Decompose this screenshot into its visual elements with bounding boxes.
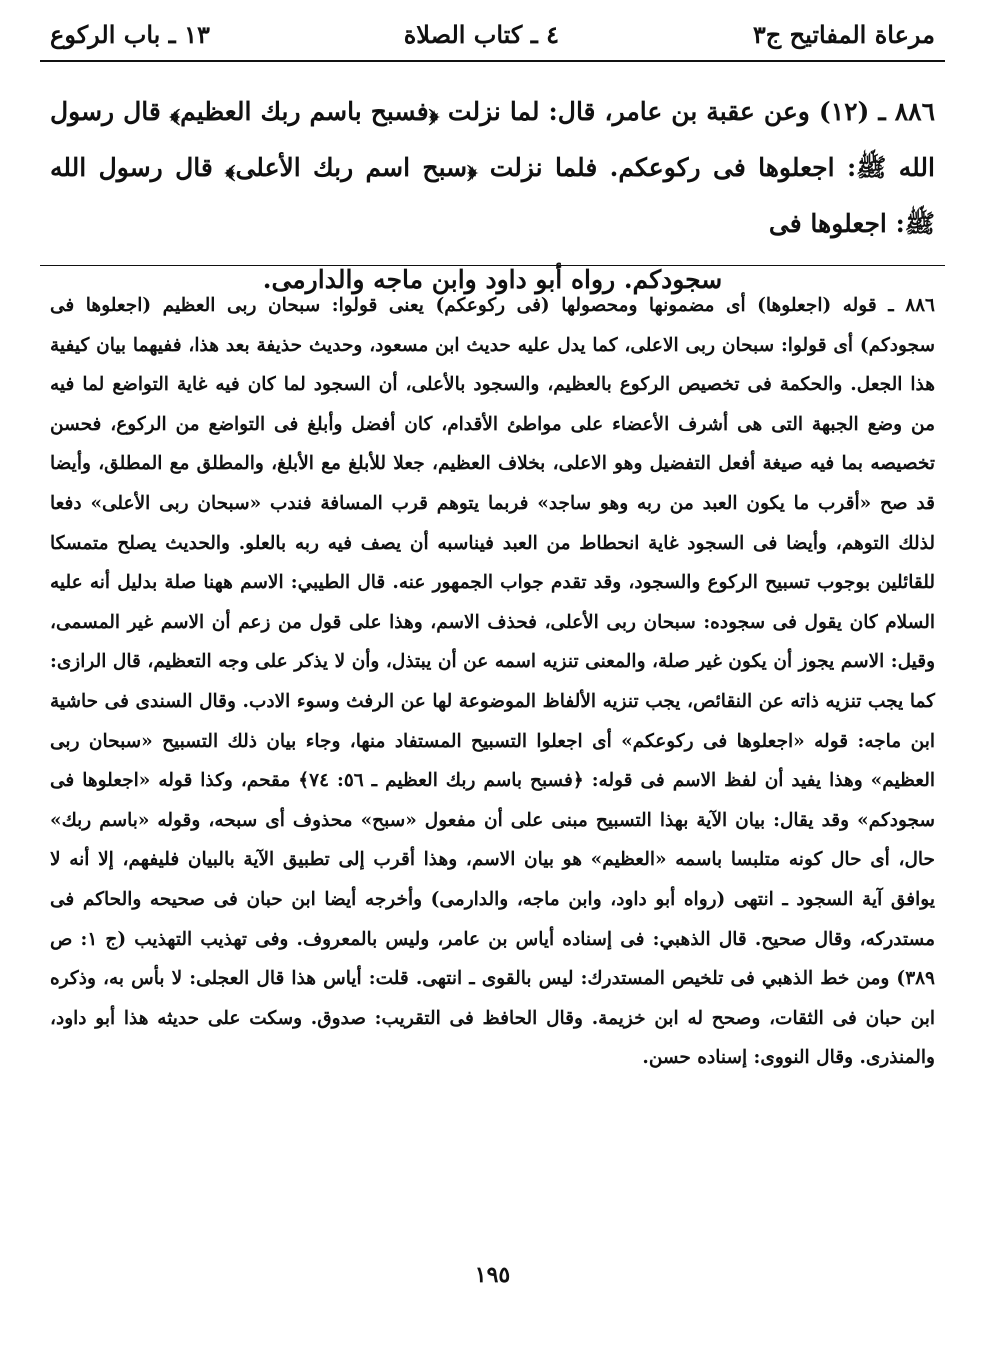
hadith-text [50, 84, 935, 308]
header-divider [40, 60, 945, 62]
header-chapter: ٤ ـ كتاب الصلاة [403, 19, 559, 49]
commentary-paragraph: ٨٨٦ ـ قوله (اجعلوها) أى مضمونها ومحصولها (فى ركوعكم) يعنى قولوا: سبحان ربى العظيم (اجعلوها فى سجودكم) أى قولوا: سبحان ربى الاعلى، كما يدل عليه حديث ابن مسعود، وحديث حذيفة بعد هذا، ففيهما بيان كيفية هذا الجعل. والحكمة فى تخصيص الركوع بالعظيم، والسجود بالأعلى، أن السجود لما كان فيه غاية التواضع لما فيه من وضع الجبهة التى هى أشرف الأعضاء على مواطئ الأقدام، كان أفضل وأبلغ فى التواضع من الركوع، فحسن تخصيصه بما فيه صيغة أفعل التفضيل وهو الاعلى، بخلاف العظيم، جعلا للأبلغ مع الأبلغ، والمطلق مع المطلق، وأيضا قد صح «أقرب ما يكون العبد من ربه وهو ساجد» فربما يتوهم قرب المسافة فندب «سبحان ربى الأعلى» دفعا لذلك التوهم، وأيضا فى السجود غاية انحطاط من العبد فيناسبه أن يصف فيه ربه بالعلو. والحديث يصلح متمسكا للقائلين بوجوب تسبيح الركوع والسجود، وقد تقدم جواب الجمهور عنه. قال الطيبي: الاسم ههنا صلة بدليل أنه عليه السلام كان يقول فى سجوده: سبحان ربى الأعلى، فحذف الاسم، وهذا على قول من زعم أن الاسم غير المسمى، وقيل: الاسم يجوز أن يكون غير صلة، والمعنى تنزيه اسمه عن أن يبتذل، وأن لا يذكر على وجه التعظيم، قال الرازى: كما يجب تنزيه ذاته عن النقائص، يجب تنزيه الألفاظ الموضوعة لها عن الرفث وسوء الادب. وقال السندى فى حاشية ابن ماجه: قوله «اجعلوها فى ركوعكم» أى اجعلوا التسبيح المستفاد منها، وجاء بيان ذلك التسبيح «سبحان ربى العظيم» وهذا يفيد أن لفظ الاسم فى قوله: ﴿فسبح باسم ربك العظيم ـ ٥٦: ٧٤﴾ مقحم، وكذا قوله «اجعلوها فى سجودكم» وقد يقال: بيان الآية بهذا التسبيح مبنى على أن مفعول «سبح» محذوف أى سبحه، وقوله «باسم ربك» حال، أى حال كونه متلبسا باسمه «العظيم» هو بيان الاسم، وهذا أقرب إلى تطبيق الآية بالبيان فليفهم، إلا أنه لا يوافق آية السجود ـ انتهى (رواه أبو داود، وابن ماجه، والدارمى) وأخرجه أيضا ابن حبان فى صحيحه والحاكم فى مستدركه، وقال صحيح. قال الذهبي: فى إسناده أياس بن عامر، وليس بالمعروف. وفى تهذيب التهذيب (ج ١: ص ٣٨٩) ومن خط الذهبي فى تلخيص المستدرك: ليس بالقوى ـ انتهى. قلت: أياس هذا قال العجلى: لا بأس به، وذكره ابن حبان فى الثقات، وصحح له ابن خزيمة. وقال الحافظ فى التقريب: صدوق. وسكت على حديثه هذا أبو داود، والمنذرى. وقال النووى: إسناده حسن. [50, 295, 936, 1069]
section-divider [40, 265, 945, 266]
hadith-source: سجودكم. رواه أبو داود وابن ماجه والدارمى. [262, 265, 723, 294]
running-header [50, 14, 935, 54]
commentary-text [50, 286, 935, 1078]
hadith-body: ٨٨٦ ـ (١٢) وعن عقبة بن عامر، قال: لما نزلت ﴿فسبح باسم ربك العظيم﴾ قال رسول الله ﷺ: اجعلوها فى ركوعكم. فلما نزلت ﴿سبح اسم ربك الأعلى﴾ قال رسول الله ﷺ: اجعلوها فى [50, 97, 936, 238]
page-number: ١٩٥ [474, 1262, 511, 1288]
header-section: ١٣ ـ باب الركوع [50, 19, 210, 49]
book-page [40, 0, 945, 1354]
header-book-volume: مرعاة المفاتيح ج٣ [752, 19, 935, 49]
